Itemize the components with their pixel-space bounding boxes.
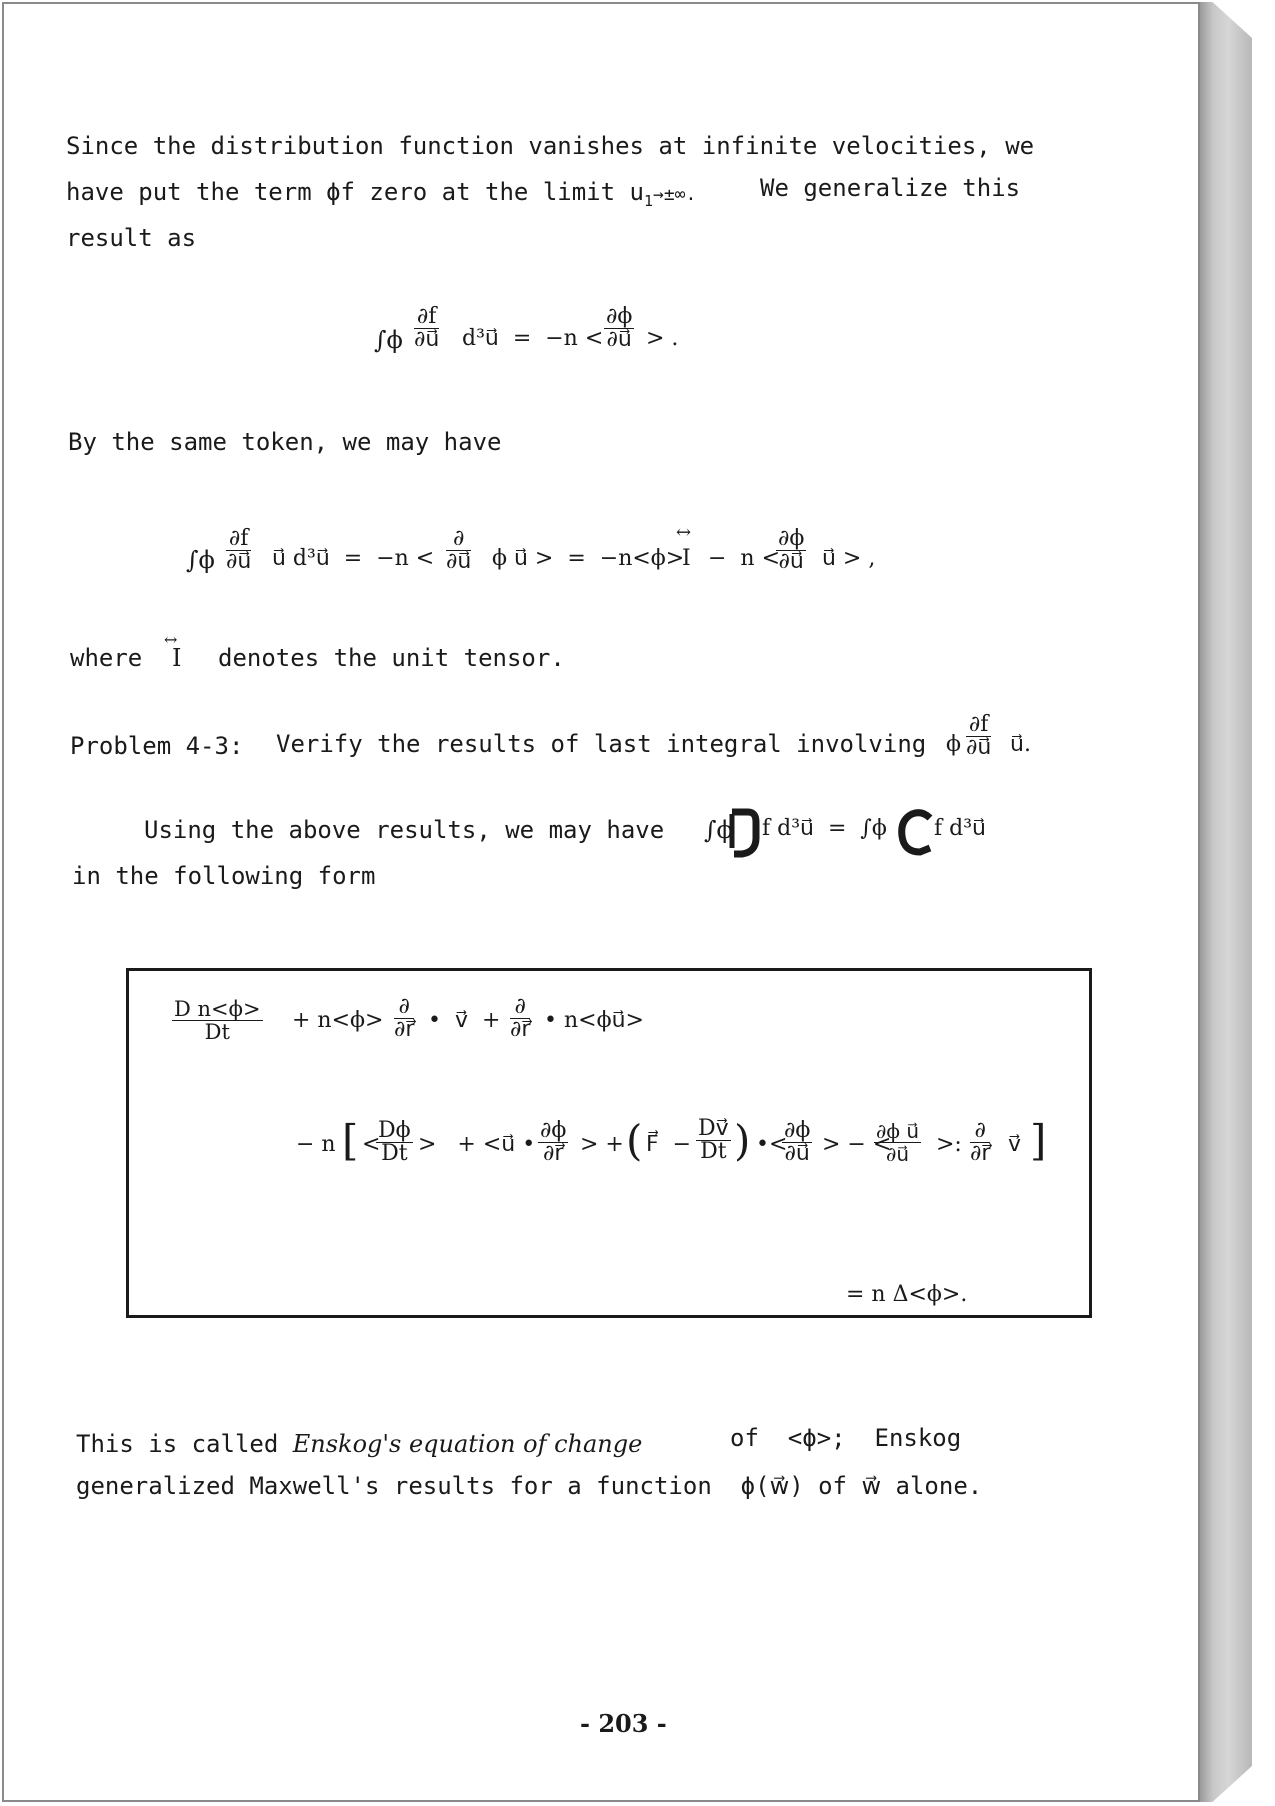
unit-tensor-symbol: I	[682, 546, 691, 571]
boxed-r2-force: F⃗ −	[646, 1132, 692, 1157]
para4-line2: generalized Maxwell's results for a function ϕ(w⃗) of w⃗ alone.	[76, 1472, 983, 1500]
where-label: where	[70, 644, 143, 672]
boxed-frac-d-dr-3: ∂ ∂r⃗	[970, 1118, 991, 1166]
eq1-middle: d³u⃗ = −n <	[462, 326, 604, 351]
eq2-frac3: $\frac{\partial\phi}{\partial u⃗}$	[778, 526, 805, 574]
para1-line1: Since the distribution function vanishes at infinite velocities, we	[66, 132, 1035, 160]
double-arrow-icon: ↔	[676, 522, 692, 543]
boxed-frac-dn-dt: $\frac{\text{D n<ϕ>}}{Dt}$	[174, 997, 261, 1044]
para3-middle: f d³u⃗ = ∫ϕ	[762, 816, 887, 841]
fraction-dphi-du: $\frac{\partial\phi}{\partial u⃗}$	[606, 304, 633, 352]
boxed-frac-dphi-du: $\frac{\partial\phi}{\partial u⃗}$	[784, 1118, 811, 1166]
left-bracket: [	[342, 1116, 359, 1165]
boxed-r1-b: • v⃗ +	[428, 1008, 501, 1033]
eq2-part4: u⃗ > ,	[822, 546, 876, 571]
right-bracket: ]	[1030, 1116, 1047, 1165]
para1-line2: have put the term ϕf zero at the limit $u_1\to\pm\infty$.	[66, 178, 697, 210]
para2: By the same token, we may have	[68, 428, 502, 456]
boxed-r2-lt: <	[362, 1132, 381, 1157]
page-edge-shadow	[1200, 2, 1252, 1802]
problem-label: Problem 4-3:	[70, 732, 244, 760]
page-number: - 203 -	[580, 1709, 667, 1738]
boxed-r2-g: > − <	[822, 1132, 892, 1157]
eq2-frac2: ∂ ∂u⃗	[446, 526, 472, 574]
para1-line2-end: We generalize this	[760, 174, 1021, 202]
boxed-frac-dphiu-du: $\frac{\text{∂ϕ u⃗}}{\partial u⃗}$	[876, 1119, 920, 1166]
boxed-frac-d-dr-2: ∂ ∂r⃗	[510, 994, 531, 1042]
eq1-end: > .	[646, 326, 679, 351]
left-paren: (	[626, 1116, 643, 1165]
boxed-r2-d: > +	[580, 1132, 624, 1157]
boxed-r2-v: v⃗	[1008, 1132, 1022, 1157]
boxed-r2-dot: •<	[756, 1132, 788, 1157]
right-paren: )	[734, 1116, 751, 1165]
para3-rhs: f d³u⃗	[934, 816, 986, 841]
problem-fraction: $\frac{\partial f}{\partial u⃗}$	[966, 712, 992, 760]
collision-operator-icon	[896, 808, 934, 858]
boxed-r2-minus-n: − n	[296, 1132, 336, 1157]
problem-text: Verify the results of last integral involving	[276, 730, 927, 758]
boxed-r1-a: + n<ϕ>	[292, 1008, 384, 1033]
para4-line1: This is called Enskog's equation of change	[76, 1430, 643, 1458]
where-text: denotes the unit tensor.	[218, 644, 565, 672]
eq2-part3: − n <	[708, 546, 781, 571]
fraction-df-du: $\frac{\partial f}{\partial u⃗}$	[414, 304, 440, 352]
integral-phi-2: ∫ϕ	[186, 546, 215, 574]
para4-line1-end: of <ϕ>; Enskog	[730, 1424, 962, 1452]
problem-tail: u⃗.	[1010, 732, 1031, 757]
eq2-part1: u⃗ d³u⃗ = −n <	[272, 546, 435, 571]
boxed-r1-c: • n<ϕu⃗>	[544, 1008, 644, 1033]
boxed-r3-result: = n Δ<ϕ>.	[846, 1282, 968, 1307]
double-arrow-icon: ↔	[164, 630, 178, 649]
para1-line3: result as	[66, 224, 197, 252]
unit-tensor-symbol-inline: I	[172, 644, 182, 672]
integral-phi: ∫ϕ	[374, 326, 403, 354]
para3-line2: in the following form	[72, 862, 376, 890]
para3-integral-lhs: ∫ϕ	[704, 816, 733, 844]
boxed-frac-dv-dt: $\frac{Dv⃗}{Dt}$	[698, 1116, 729, 1164]
boxed-frac-dphi-dr: $\frac{\partial\phi}{\partial r⃗}$	[540, 1118, 567, 1166]
boxed-r2-h: >:	[936, 1132, 962, 1157]
boxed-r2-c: > + <u⃗ •	[418, 1132, 536, 1157]
para3-line1: Using the above results, we may have	[144, 816, 665, 844]
eq2-part2: ϕ u⃗ > = −n<ϕ>	[492, 546, 685, 571]
problem-phi: ϕ	[946, 732, 961, 757]
collision-operator-icon	[726, 808, 762, 858]
boxed-frac-dphi-dt: $\frac{D\phi}{Dt}$	[378, 1118, 411, 1166]
eq2-frac1: $\frac{\partial f}{\partial u⃗}$	[226, 526, 252, 574]
boxed-frac-d-dr: ∂ ∂r⃗	[394, 994, 415, 1042]
document-page	[2, 2, 1200, 1802]
